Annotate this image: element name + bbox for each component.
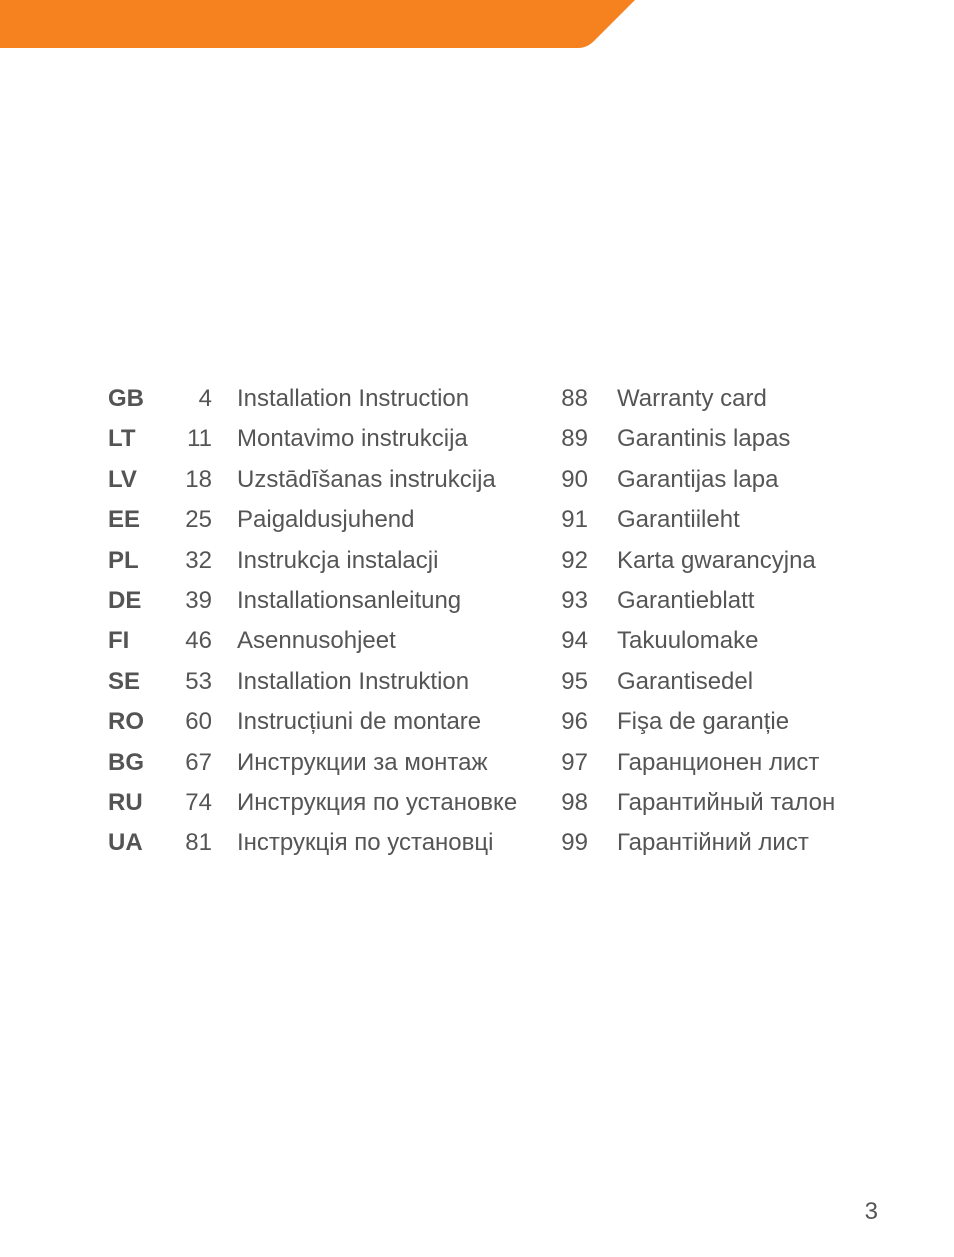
toc-row-pl [0,541,954,581]
instruction-page-number: 39 [185,586,212,614]
warranty-page-number: 98 [561,788,588,816]
warranty-title: Takuulomake [617,627,759,655]
instruction-title: Installation Instruction [237,385,470,412]
warranty-page-number: 99 [561,829,588,857]
instruction-page-number: 74 [185,788,212,816]
instruction-title: Інструкція по установці [237,829,494,857]
instruction-title: Asennusohjeet [237,627,396,655]
instruction-title: Instrukcja instalacji [237,546,439,574]
language-code: PL [108,546,139,574]
warranty-page-number: 92 [561,546,588,574]
instruction-page-number: 53 [185,667,212,695]
warranty-title: Garantiileht [617,506,740,534]
toc-row-lt [0,419,954,459]
warranty-title: Karta gwarancyjna [617,546,816,574]
instruction-page-number: 67 [185,748,212,776]
table-of-contents [0,379,954,864]
toc-row-gb [0,379,954,419]
instruction-page-number: 81 [185,829,212,857]
warranty-page-number: 95 [561,667,588,695]
page-number: 3 [864,1198,878,1225]
header-accent-bar [0,0,954,50]
warranty-title: Garantijas lapa [617,465,779,493]
instruction-title: Инструкции за монтаж [237,748,488,776]
language-code: UA [108,829,143,857]
instruction-page-number: 18 [185,465,212,493]
toc-row-bg [0,743,954,783]
instruction-title: Instrucțiuni de montare [237,708,482,736]
toc-row-ee [0,500,954,540]
warranty-page-number: 88 [561,385,588,412]
warranty-title: Гарантійний лист [617,829,809,857]
toc-row-se [0,662,954,702]
warranty-page-number: 89 [561,425,588,453]
toc-row-fi [0,621,954,661]
instruction-title: Installationsanleitung [237,586,462,614]
instruction-title: Montavimo instrukcija [237,425,468,453]
language-code: LV [108,465,137,493]
language-code: RO [108,708,144,736]
warranty-title: Гарантийный талон [617,788,836,816]
toc-row-ru [0,783,954,823]
warranty-title: Garantinis lapas [617,425,791,453]
language-code: EE [108,506,141,534]
warranty-title: Fişa de garanție [617,708,790,736]
warranty-title: Гаранционен лист [617,748,820,776]
instruction-title: Paigaldusjuhend [237,506,415,534]
language-code: FI [108,627,130,655]
language-code: LT [108,425,136,453]
instruction-title: Инструкция по установке [237,788,518,816]
toc-row-lv [0,460,954,500]
instruction-page-number: 11 [187,425,212,453]
instruction-page-number: 25 [185,506,212,534]
warranty-page-number: 93 [561,586,588,614]
warranty-title: Garantieblatt [617,586,755,614]
warranty-title: Garantisedel [617,667,754,695]
instruction-page-number: 32 [185,546,212,574]
warranty-title: Warranty card [617,385,767,412]
toc-row-ro [0,702,954,742]
warranty-page-number: 94 [561,627,588,655]
instruction-title: Installation Instruktion [237,667,470,695]
toc-row-ua [0,823,954,863]
warranty-page-number: 91 [561,506,588,534]
instruction-title: Uzstādīšanas instrukcija [237,465,496,493]
warranty-page-number: 90 [561,465,588,493]
language-code: RU [108,788,143,816]
language-code: SE [108,667,141,695]
warranty-page-number: 96 [561,708,588,736]
toc-row-de [0,581,954,621]
instruction-page-number: 60 [185,708,212,736]
language-code: GB [108,385,144,412]
language-code: DE [108,586,142,614]
language-code: BG [108,748,144,776]
warranty-page-number: 97 [561,748,588,776]
instruction-page-number: 46 [185,627,212,655]
instruction-page-number: 4 [198,385,212,412]
